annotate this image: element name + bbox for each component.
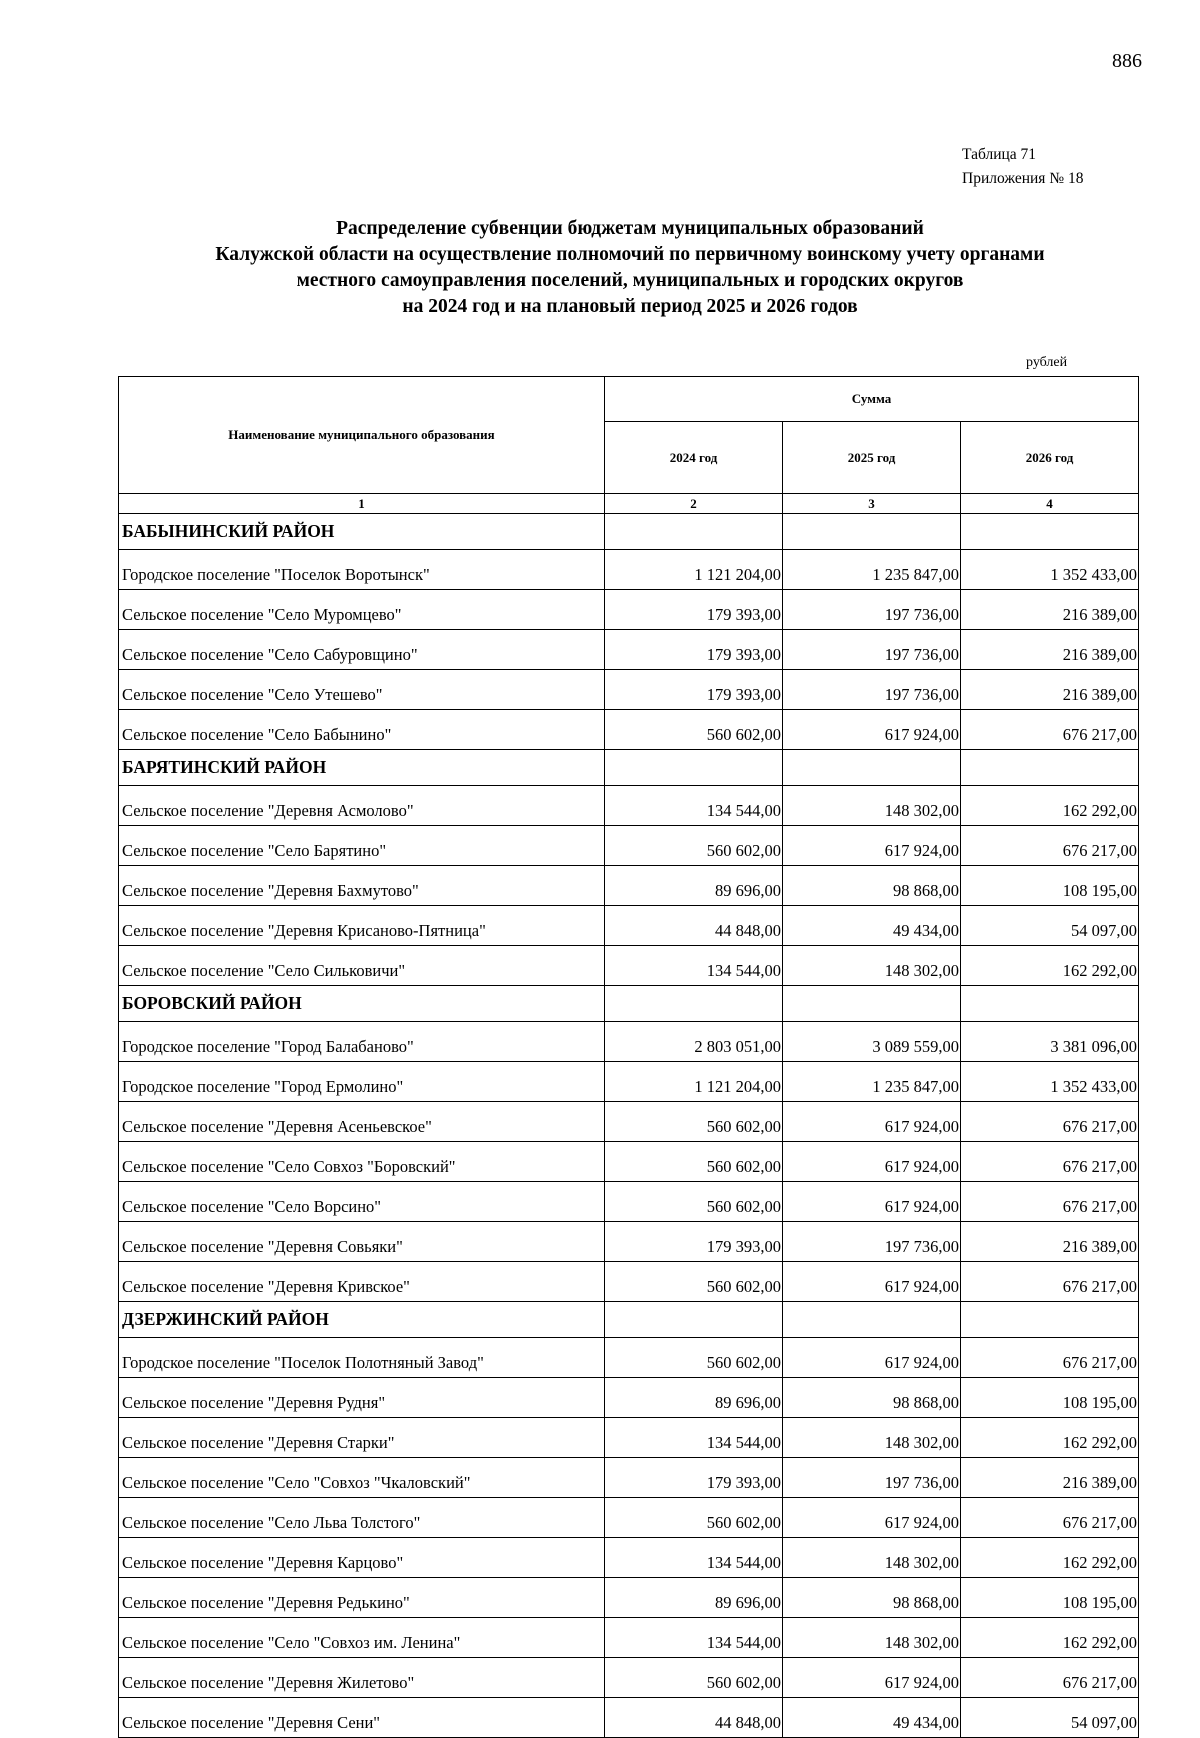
table-row: [119, 1658, 1139, 1698]
title-line-1: Распределение субвенции бюджетам муниципальных образований: [336, 218, 924, 239]
empty-cell: [605, 514, 783, 550]
amount-2024: 134 544,00: [605, 1538, 783, 1578]
amount-2025: 617 924,00: [783, 710, 961, 750]
table-row: [119, 1262, 1139, 1302]
amount-2024: 560 602,00: [605, 1658, 783, 1698]
table-row: [119, 590, 1139, 630]
amount-2026: 676 217,00: [961, 826, 1139, 866]
amount-2024: 1 121 204,00: [605, 550, 783, 590]
empty-cell: [783, 514, 961, 550]
section-title: БАБЫНИНСКИЙ РАЙОН: [119, 514, 605, 550]
amount-2026: 162 292,00: [961, 1538, 1139, 1578]
amount-2024: 89 696,00: [605, 866, 783, 906]
subvention-table: [118, 376, 1139, 1738]
empty-cell: [961, 514, 1139, 550]
title-line-4: на 2024 год и на плановый период 2025 и 2026 годов: [402, 296, 858, 317]
amount-2026: 216 389,00: [961, 1222, 1139, 1262]
amount-2024: 134 544,00: [605, 946, 783, 986]
annex-label: Приложения № 18: [962, 170, 1084, 187]
section-title: БОРОВСКИЙ РАЙОН: [119, 986, 605, 1022]
table-row: [119, 1022, 1139, 1062]
municipality-name: Сельское поселение "Деревня Старки": [119, 1418, 605, 1458]
empty-cell: [961, 750, 1139, 786]
municipality-name: Сельское поселение "Деревня Бахмутово": [119, 866, 605, 906]
amount-2024: 179 393,00: [605, 1458, 783, 1498]
table-row: [119, 1418, 1139, 1458]
municipality-name: Сельское поселение "Деревня Рудня": [119, 1378, 605, 1418]
amount-2025: 617 924,00: [783, 1182, 961, 1222]
amount-2024: 560 602,00: [605, 1142, 783, 1182]
amount-2024: 89 696,00: [605, 1378, 783, 1418]
amount-2026: 676 217,00: [961, 1498, 1139, 1538]
municipality-name: Сельское поселение "Село Муромцево": [119, 590, 605, 630]
amount-2026: 216 389,00: [961, 1458, 1139, 1498]
municipality-name: Сельское поселение "Деревня Карцово": [119, 1538, 605, 1578]
column-number-1: 1: [119, 494, 605, 514]
municipality-name: Сельское поселение "Деревня Сени": [119, 1698, 605, 1738]
table-row: [119, 630, 1139, 670]
table-row: [119, 550, 1139, 590]
amount-2024: 560 602,00: [605, 826, 783, 866]
section-row: [119, 514, 1139, 550]
amount-2025: 98 868,00: [783, 866, 961, 906]
amount-2025: 148 302,00: [783, 1618, 961, 1658]
table-row: [119, 1062, 1139, 1102]
amount-2024: 179 393,00: [605, 1222, 783, 1262]
header-year-2025: 2025 год: [783, 422, 961, 494]
currency-unit: рублей: [1026, 355, 1068, 370]
empty-cell: [961, 1302, 1139, 1338]
amount-2025: 148 302,00: [783, 946, 961, 986]
municipality-name: Городское поселение "Поселок Воротынск": [119, 550, 605, 590]
amount-2026: 676 217,00: [961, 1338, 1139, 1378]
amount-2024: 134 544,00: [605, 786, 783, 826]
amount-2025: 617 924,00: [783, 1658, 961, 1698]
amount-2024: 179 393,00: [605, 630, 783, 670]
amount-2025: 617 924,00: [783, 1498, 961, 1538]
municipality-name: Сельское поселение "Деревня Кривское": [119, 1262, 605, 1302]
municipality-name: Сельское поселение "Деревня Асмолово": [119, 786, 605, 826]
amount-2025: 197 736,00: [783, 1458, 961, 1498]
municipality-name: Городское поселение "Город Ермолино": [119, 1062, 605, 1102]
municipality-name: Сельское поселение "Деревня Крисаново-Пятница": [119, 906, 605, 946]
amount-2024: 44 848,00: [605, 1698, 783, 1738]
municipality-name: Сельское поселение "Село "Совхоз "Чкаловский": [119, 1458, 605, 1498]
amount-2024: 44 848,00: [605, 906, 783, 946]
amount-2025: 617 924,00: [783, 1262, 961, 1302]
amount-2026: 54 097,00: [961, 1698, 1139, 1738]
amount-2026: 676 217,00: [961, 1142, 1139, 1182]
title-line-3: местного самоуправления поселений, муниципальных и городских округов: [296, 270, 964, 291]
empty-cell: [605, 1302, 783, 1338]
municipality-name: Сельское поселение "Село Барятино": [119, 826, 605, 866]
empty-cell: [605, 750, 783, 786]
amount-2026: 676 217,00: [961, 710, 1139, 750]
amount-2026: 676 217,00: [961, 1182, 1139, 1222]
appendix-reference: [962, 143, 1083, 191]
page-number: 886: [1112, 50, 1142, 72]
amount-2024: 179 393,00: [605, 590, 783, 630]
amount-2025: 197 736,00: [783, 1222, 961, 1262]
municipality-name: Сельское поселение "Деревня Совьяки": [119, 1222, 605, 1262]
table-row: [119, 1458, 1139, 1498]
table-row: [119, 906, 1139, 946]
table-row: [119, 826, 1139, 866]
table-row: [119, 1618, 1139, 1658]
amount-2024: 134 544,00: [605, 1418, 783, 1458]
amount-2026: 108 195,00: [961, 1578, 1139, 1618]
amount-2026: 1 352 433,00: [961, 550, 1139, 590]
amount-2025: 3 089 559,00: [783, 1022, 961, 1062]
amount-2024: 179 393,00: [605, 670, 783, 710]
amount-2025: 197 736,00: [783, 670, 961, 710]
amount-2025: 197 736,00: [783, 590, 961, 630]
amount-2026: 54 097,00: [961, 906, 1139, 946]
amount-2026: 162 292,00: [961, 1418, 1139, 1458]
amount-2024: 560 602,00: [605, 1262, 783, 1302]
municipality-name: Сельское поселение "Деревня Асеньевское": [119, 1102, 605, 1142]
table-row: [119, 1378, 1139, 1418]
municipality-name: Сельское поселение "Деревня Редькино": [119, 1578, 605, 1618]
header-name: Наименование муниципального образования: [119, 377, 605, 494]
table-row: [119, 1538, 1139, 1578]
municipality-name: Сельское поселение "Село "Совхоз им. Ленина": [119, 1618, 605, 1658]
table-row: [119, 1182, 1139, 1222]
municipality-name: Сельское поселение "Деревня Жилетово": [119, 1658, 605, 1698]
amount-2024: 2 803 051,00: [605, 1022, 783, 1062]
column-number-2: 2: [605, 494, 783, 514]
amount-2026: 108 195,00: [961, 866, 1139, 906]
header-sum: Сумма: [605, 377, 1139, 422]
table-row: [119, 1498, 1139, 1538]
amount-2025: 1 235 847,00: [783, 1062, 961, 1102]
amount-2026: 162 292,00: [961, 1618, 1139, 1658]
amount-2024: 560 602,00: [605, 1338, 783, 1378]
municipality-name: Сельское поселение "Село Льва Толстого": [119, 1498, 605, 1538]
municipality-name: Сельское поселение "Село Ворсино": [119, 1182, 605, 1222]
table-label: Таблица 71: [962, 146, 1037, 163]
municipality-name: Сельское поселение "Село Утешево": [119, 670, 605, 710]
empty-cell: [605, 986, 783, 1022]
table-row: [119, 1338, 1139, 1378]
amount-2025: 148 302,00: [783, 786, 961, 826]
amount-2025: 617 924,00: [783, 1338, 961, 1378]
title-line-2: Калужской области на осуществление полномочий по первичному воинскому учету органами: [215, 244, 1045, 265]
empty-cell: [783, 750, 961, 786]
table-row: [119, 786, 1139, 826]
municipality-name: Сельское поселение "Село Бабынино": [119, 710, 605, 750]
section-row: [119, 750, 1139, 786]
empty-cell: [783, 1302, 961, 1338]
amount-2026: 1 352 433,00: [961, 1062, 1139, 1102]
table-row: [119, 1102, 1139, 1142]
amount-2024: 134 544,00: [605, 1618, 783, 1658]
header-year-2024: 2024 год: [605, 422, 783, 494]
amount-2026: 108 195,00: [961, 1378, 1139, 1418]
amount-2024: 560 602,00: [605, 1498, 783, 1538]
section-title: ДЗЕРЖИНСКИЙ РАЙОН: [119, 1302, 605, 1338]
table-row: [119, 866, 1139, 906]
amount-2026: 216 389,00: [961, 590, 1139, 630]
amount-2026: 3 381 096,00: [961, 1022, 1139, 1062]
amount-2025: 1 235 847,00: [783, 550, 961, 590]
amount-2026: 216 389,00: [961, 630, 1139, 670]
amount-2024: 560 602,00: [605, 710, 783, 750]
empty-cell: [783, 986, 961, 1022]
amount-2024: 89 696,00: [605, 1578, 783, 1618]
header-year-2026: 2026 год: [961, 422, 1139, 494]
amount-2024: 560 602,00: [605, 1182, 783, 1222]
amount-2026: 162 292,00: [961, 946, 1139, 986]
municipality-name: Городское поселение "Город Балабаново": [119, 1022, 605, 1062]
table-body: [119, 514, 1139, 1738]
amount-2025: 98 868,00: [783, 1378, 961, 1418]
amount-2025: 49 434,00: [783, 1698, 961, 1738]
amount-2026: 676 217,00: [961, 1658, 1139, 1698]
table-row: [119, 710, 1139, 750]
amount-2026: 162 292,00: [961, 786, 1139, 826]
document-title: [60, 216, 1200, 320]
amount-2026: 676 217,00: [961, 1262, 1139, 1302]
amount-2025: 617 924,00: [783, 1142, 961, 1182]
section-title: БАРЯТИНСКИЙ РАЙОН: [119, 750, 605, 786]
amount-2025: 617 924,00: [783, 1102, 961, 1142]
municipality-name: Городское поселение "Поселок Полотняный Завод": [119, 1338, 605, 1378]
column-number-3: 3: [783, 494, 961, 514]
amount-2026: 216 389,00: [961, 670, 1139, 710]
column-number-4: 4: [961, 494, 1139, 514]
table-row: [119, 946, 1139, 986]
amount-2025: 49 434,00: [783, 906, 961, 946]
table-row: [119, 1222, 1139, 1262]
section-row: [119, 986, 1139, 1022]
municipality-name: Сельское поселение "Село Совхоз "Боровский": [119, 1142, 605, 1182]
amount-2025: 148 302,00: [783, 1418, 961, 1458]
table-row: [119, 1698, 1139, 1738]
amount-2025: 98 868,00: [783, 1578, 961, 1618]
amount-2025: 197 736,00: [783, 630, 961, 670]
section-row: [119, 1302, 1139, 1338]
amount-2025: 148 302,00: [783, 1538, 961, 1578]
table-row: [119, 1142, 1139, 1182]
municipality-name: Сельское поселение "Село Сабуровщино": [119, 630, 605, 670]
amount-2026: 676 217,00: [961, 1102, 1139, 1142]
amount-2024: 1 121 204,00: [605, 1062, 783, 1102]
amount-2024: 560 602,00: [605, 1102, 783, 1142]
table-row: [119, 1578, 1139, 1618]
amount-2025: 617 924,00: [783, 826, 961, 866]
municipality-name: Сельское поселение "Село Сильковичи": [119, 946, 605, 986]
table-row: [119, 670, 1139, 710]
empty-cell: [961, 986, 1139, 1022]
